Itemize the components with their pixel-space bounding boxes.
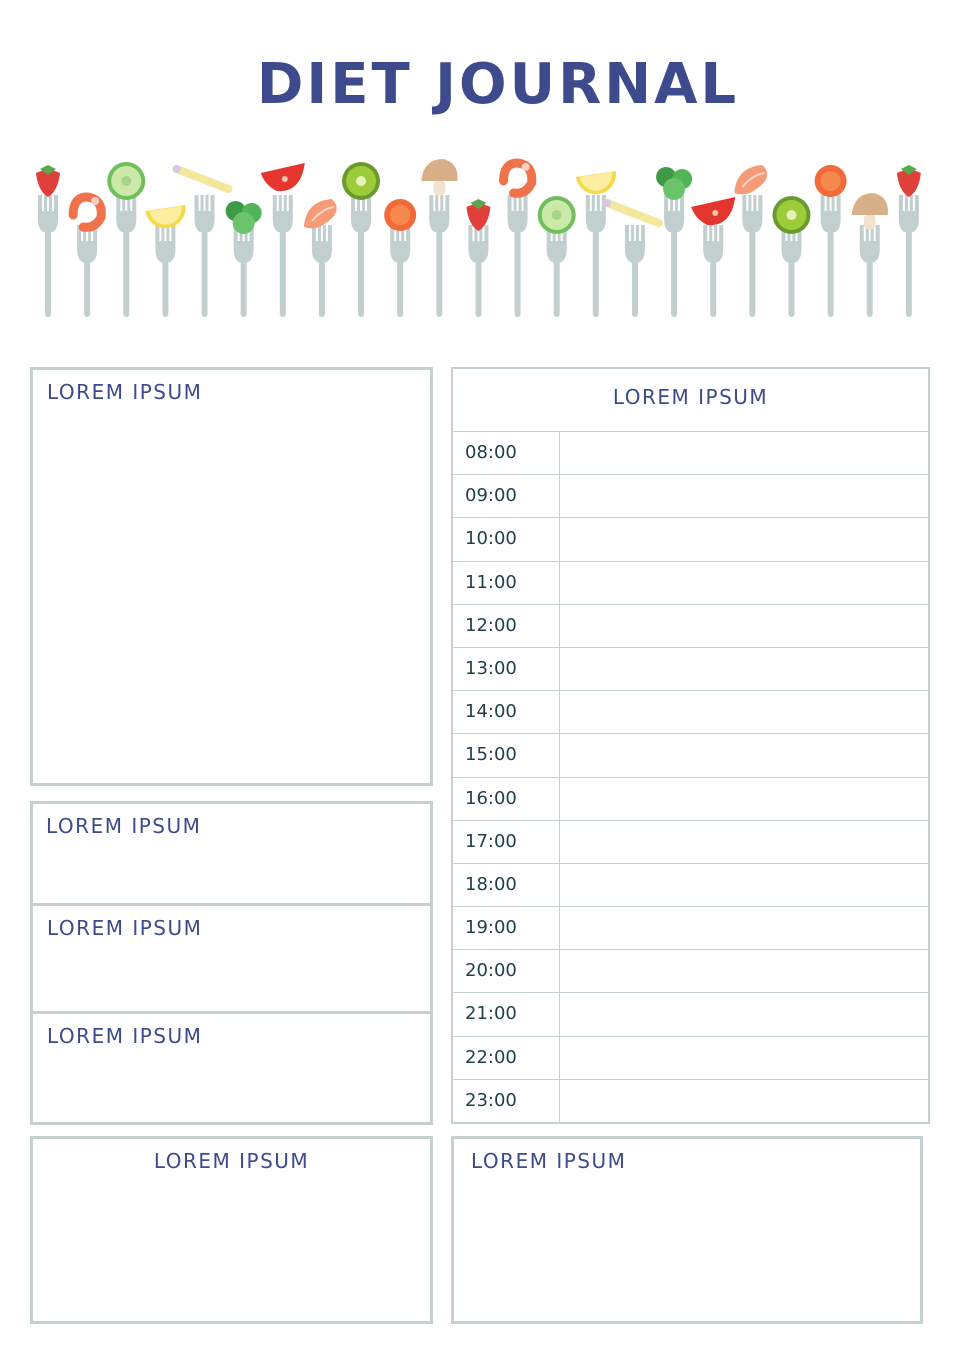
- schedule-time: 09:00: [453, 475, 560, 517]
- section-box-1-label: LOREM IPSUM: [46, 814, 202, 838]
- fork-with-food: [384, 199, 416, 317]
- schedule-entry[interactable]: [560, 1037, 928, 1079]
- fork-with-food: [691, 197, 735, 317]
- bottom-right-box-label: LOREM IPSUM: [471, 1149, 627, 1173]
- fork-with-food: [897, 165, 921, 317]
- fork-with-food: [576, 171, 616, 317]
- schedule-entry[interactable]: [560, 821, 928, 863]
- section-box-2-label: LOREM IPSUM: [47, 916, 203, 940]
- fork-with-food: [73, 197, 101, 317]
- fork-with-food: [734, 165, 767, 317]
- schedule-time: 15:00: [453, 734, 560, 776]
- fork-with-food: [261, 163, 305, 317]
- schedule-entry[interactable]: [560, 864, 928, 906]
- schedule-row[interactable]: [453, 1037, 928, 1080]
- fork-with-food: [304, 199, 337, 317]
- schedule-row[interactable]: [453, 734, 928, 777]
- schedule-row[interactable]: [453, 562, 928, 605]
- schedule-time: 16:00: [453, 778, 560, 820]
- schedule-row[interactable]: [453, 1080, 928, 1123]
- page-title: DIET JOURNAL: [256, 52, 740, 117]
- bottom-right-box[interactable]: [451, 1136, 923, 1324]
- schedule-row[interactable]: [453, 950, 928, 993]
- schedule-entry[interactable]: [560, 993, 928, 1035]
- schedule-header: LOREM IPSUM: [453, 369, 928, 432]
- fork-with-food: [173, 165, 229, 317]
- schedule-entry[interactable]: [560, 907, 928, 949]
- schedule-row[interactable]: [453, 864, 928, 907]
- fork-with-food: [36, 165, 60, 317]
- schedule-time: 13:00: [453, 648, 560, 690]
- notes-box-main[interactable]: [30, 367, 433, 786]
- schedule-entry[interactable]: [560, 691, 928, 733]
- schedule-entry[interactable]: [560, 950, 928, 992]
- fork-with-food: [107, 162, 145, 317]
- schedule-row[interactable]: [453, 518, 928, 561]
- schedule-entry[interactable]: [560, 778, 928, 820]
- schedule-entry[interactable]: [560, 562, 928, 604]
- schedule-time: 18:00: [453, 864, 560, 906]
- section-box-1[interactable]: [30, 801, 433, 906]
- schedule-row[interactable]: [453, 475, 928, 518]
- schedule-row[interactable]: [453, 821, 928, 864]
- hourly-schedule: [451, 367, 930, 1124]
- schedule-time: 14:00: [453, 691, 560, 733]
- schedule-entry[interactable]: [560, 648, 928, 690]
- schedule-time: 10:00: [453, 518, 560, 560]
- fork-with-food: [466, 199, 490, 317]
- fork-food-decoration: [30, 145, 930, 325]
- schedule-row[interactable]: [453, 778, 928, 821]
- fork-with-food: [852, 193, 888, 317]
- schedule-row[interactable]: [453, 648, 928, 691]
- fork-with-food: [342, 162, 380, 317]
- schedule-time: 19:00: [453, 907, 560, 949]
- schedule-row[interactable]: [453, 907, 928, 950]
- fork-with-food: [504, 163, 532, 317]
- schedule-time: 11:00: [453, 562, 560, 604]
- schedule-entry[interactable]: [560, 605, 928, 647]
- schedule-entry[interactable]: [560, 734, 928, 776]
- fork-with-food: [603, 199, 659, 317]
- fork-with-food: [226, 201, 262, 317]
- schedule-row[interactable]: [453, 691, 928, 734]
- schedule-time: 22:00: [453, 1037, 560, 1079]
- section-box-3-label: LOREM IPSUM: [47, 1024, 203, 1048]
- schedule-time: 20:00: [453, 950, 560, 992]
- fork-with-food: [145, 205, 185, 317]
- section-box-3[interactable]: [30, 1011, 433, 1125]
- fork-with-food: [538, 196, 576, 317]
- schedule-time: 08:00: [453, 432, 560, 474]
- bottom-left-box[interactable]: [30, 1136, 433, 1324]
- schedule-row[interactable]: [453, 432, 928, 475]
- schedule-time: 17:00: [453, 821, 560, 863]
- section-box-2[interactable]: [30, 903, 433, 1014]
- schedule-entry[interactable]: [560, 518, 928, 560]
- schedule-row[interactable]: [453, 605, 928, 648]
- fork-with-food: [421, 159, 457, 317]
- schedule-entry[interactable]: [560, 1080, 928, 1123]
- schedule-entry[interactable]: [560, 432, 928, 474]
- schedule-time: 21:00: [453, 993, 560, 1035]
- schedule-row[interactable]: [453, 993, 928, 1036]
- schedule-entry[interactable]: [560, 475, 928, 517]
- fork-with-food: [772, 196, 810, 317]
- notes-box-main-label: LOREM IPSUM: [47, 380, 203, 404]
- schedule-time: 23:00: [453, 1080, 560, 1123]
- fork-with-food: [656, 167, 692, 317]
- fork-with-food: [815, 165, 847, 317]
- schedule-time: 12:00: [453, 605, 560, 647]
- schedule-rows: [453, 432, 928, 1123]
- bottom-left-box-label: LOREM IPSUM: [153, 1149, 310, 1173]
